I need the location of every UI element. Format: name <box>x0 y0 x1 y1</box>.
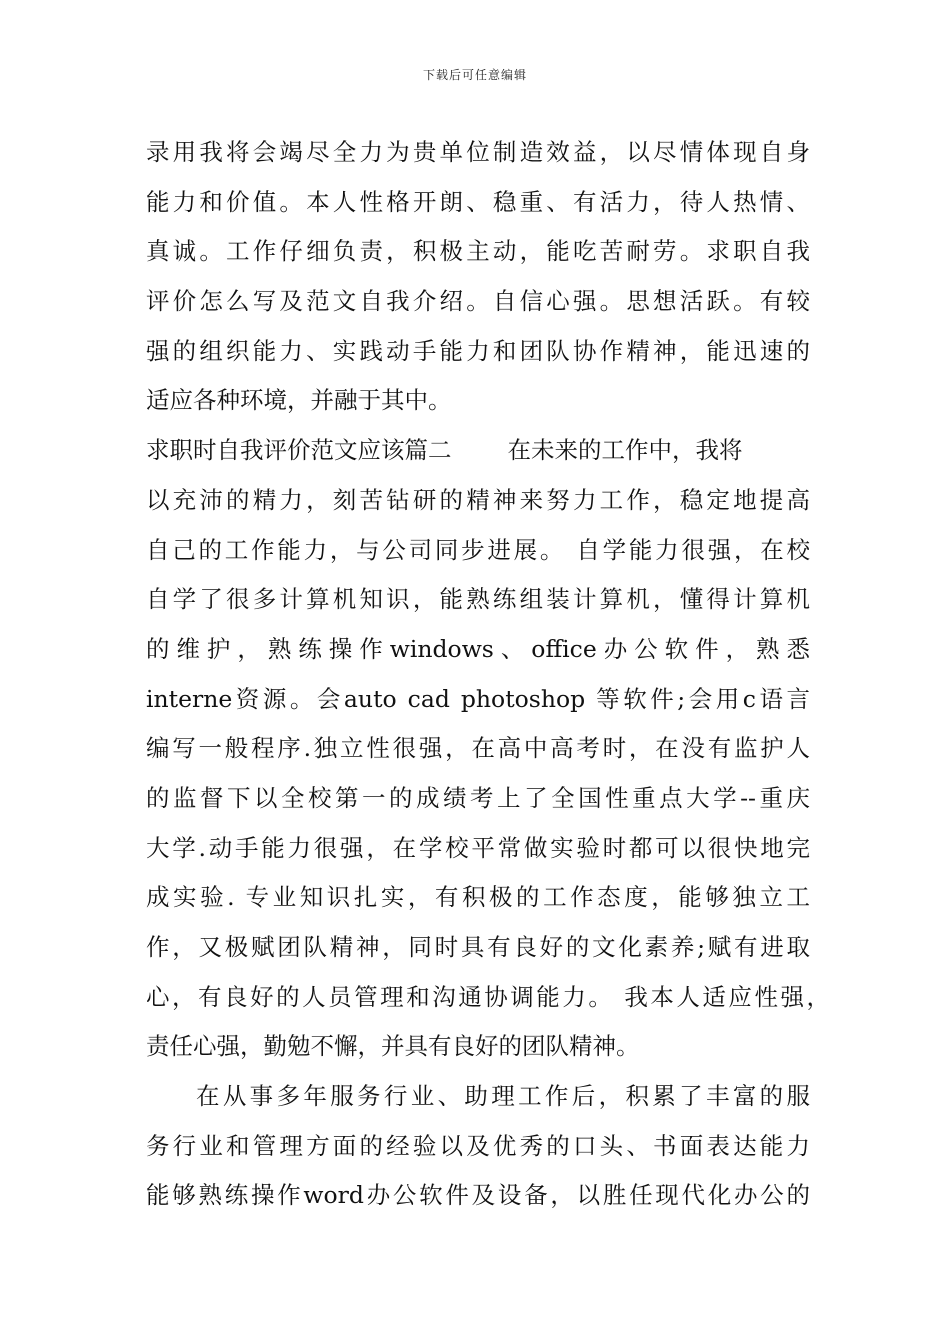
text-line: 作，又极赋团队精神，同时具有良好的文化素养;赋有进取 <box>146 933 810 961</box>
text-line: interne资源。会auto cad photoshop 等软件;会用c语言 <box>146 684 810 713</box>
document-body <box>146 128 830 1221</box>
text-line: 能力和价值。本人性格开朗、稳重、有活力，待人热情、 <box>146 187 810 216</box>
text-line: 责任心强，勤勉不懈，并具有良好的团队精神。 <box>146 1032 640 1061</box>
text-line: 心，有良好的人员管理和沟通协调能力。 我本人适应性强， <box>146 982 830 1011</box>
section-heading-line <box>146 426 810 476</box>
text-line: 在从事多年服务行业、助理工作后，积累了丰富的服 <box>196 1082 810 1111</box>
text-line: 大学.动手能力很强，在学校平常做实验时都可以很快地完 <box>146 833 810 862</box>
page-header: 下载后可任意编辑 <box>422 68 527 82</box>
text-line: 成实验. 专业知识扎实，有积极的工作态度，能够独立工 <box>146 883 810 912</box>
text-line: 的维护，熟练操作windows、office办公软件，熟悉 <box>146 634 810 663</box>
text-line: 自己的工作能力，与公司同步进展。 自学能力很强，在校 <box>146 535 810 564</box>
text-line: 适应各种环境，并融于其中。 <box>146 386 452 415</box>
text-line: 真诚。工作仔细负责，积极主动，能吃苦耐劳。求职自我 <box>146 237 810 266</box>
text-run: 在未来的工作中，我将 <box>507 436 743 465</box>
text-line: 的监督下以全校第一的成绩考上了全国性重点大学--重庆 <box>146 783 810 812</box>
text-line: 务行业和管理方面的经验以及优秀的口头、书面表达能力 <box>146 1131 810 1160</box>
text-line: 能够熟练操作word办公软件及设备，以胜任现代化办公的 <box>146 1181 810 1210</box>
text-line: 强的组织能力、实践动手能力和团队协作精神，能迅速的 <box>146 336 810 365</box>
text-line: 录用我将会竭尽全力为贵单位制造效益，以尽情体现自身 <box>146 138 810 166</box>
text-line: 编写一般程序.独立性很强，在高中高考时，在没有监护人 <box>146 734 810 763</box>
text-line: 评价怎么写及范文自我介绍。自信心强。思想活跃。有较 <box>146 287 810 316</box>
text-line: 自学了很多计算机知识，能熟练组装计算机，懂得计算机 <box>146 585 810 614</box>
text-line: 以充沛的精力，刻苦钻研的精神来努力工作，稳定地提高 <box>146 485 810 514</box>
section-heading: 求职时自我评价范文应该篇二 <box>146 436 452 465</box>
